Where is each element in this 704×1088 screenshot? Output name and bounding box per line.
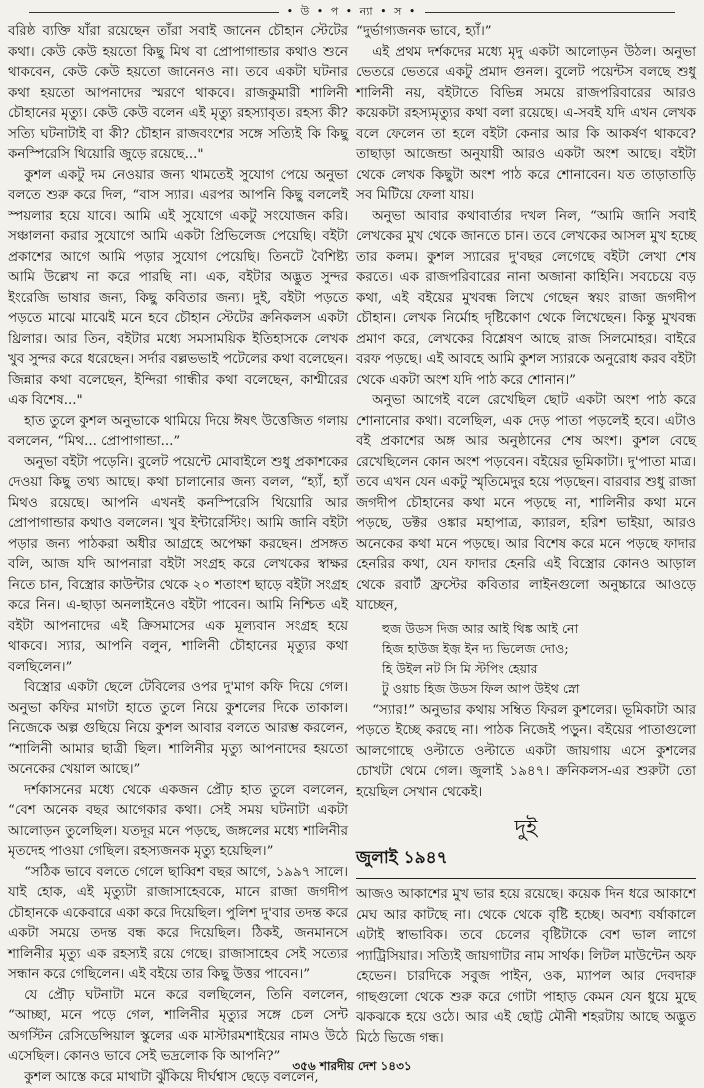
paragraph: কুশল একটু দম নেওয়ার জন্য থামতেই সুযোগ পেয়ে অনুভা বলতে শুরু করে দিল, “বাস স্যার। এরপর আপনি কিছু বললেই স্পয়লার হয়ে যাবে। আমি এই সুযোগে একটু সংযোজন করি। সঞ্চালনা করার সুযোগে আমি একটা প্রিভিলেজ পেয়েছি। বইটা প্রকাশের আগে আমি পড়ার সুযোগ পেয়েছি। তিনটে বৈশিষ্ট্য আমি উল্লেখ না করে পারছি না। এক, বইটার অদ্ভুত সুন্দর ইংরেজি ভাষার জন্য, কিছু কবিতার জন্য। দুই, বইটা পড়তে পড়তে মাঝে মাঝেই মনে হবে চৌহান স্টেটের ক্রনিকলস একটা থ্রিলার। আর তিন, বইটার মধ্যে সমসাময়িক ইতিহাসকে লেখক খুব সুন্দর করে ধরেছেন। সর্দার বল্লভভাই পটেলের কথা বলেছেন। জিন্নার কথা বলেছেন, ইন্দিরা গান্ধীর কথা বলেছেন, কাশ্মীরের এক বিশেষ..."	[8, 166, 348, 412]
running-title: • উ • প • ন্যা • স •	[279, 3, 426, 22]
paragraph: অনুভা বইটা পড়েনি। বুলেট পয়েন্টে মোবাইলে শুধু প্রকাশকের দেওয়া কিছু তথ্য আছে। কথা চালানোর জন্য বলল, “হ্যাঁ, হ্যাঁ মিথও রয়েছে। আপনি এখনই কনস্পিরেসি থিয়োরি আর প্রোপাগান্ডার কথাও বললেন। খুব ইন্টারেস্টিং। আমি জানি বইটা পড়ার জন্য পাঠকরা অধীর আগ্রহে অপেক্ষা করছেন। প্রসঙ্গত বলি, আজ যদি আপনারা বইটা সংগ্রহ করে লেখকের স্বাক্ষর নিতে চান, বিস্ত্রোর কাউন্টার থেকে ২০ শতাংশ ছাড়ে বইটা সংগ্রহ করে নিন। এ-ছাড়া অনলাইনেও বইটা পাবেন। আমি নিশ্চিত এই বইটা আপনাদের এই ক্রিসমাসের এক মূল্যবান সংগ্রহ হয়ে থাকবে। স্যার, আপনি বলুন, শালিনী চৌহানের মৃত্যুর কথা বলছিলেন।”	[8, 453, 348, 679]
poem-verse	[382, 619, 696, 699]
header-rule-right	[425, 12, 675, 13]
paragraph: আজও আকাশের মুখ ভার হয়ে রয়েছে। কয়েক দিন ধরে আকাশে মেঘ আর কাটছে না। থেকে থেকে বৃষ্টি হচ্ছে। অবশ্য বর্ষাকালে এটাই স্বাভাবিক। তবে চেলের বৃষ্টিটাকে বেশ ভাল লাগে প্যাট্রিসিয়ার। সত্যিই জায়গাটার নাম সার্থক। লিটল মাউন্টেন অফ হেভেন। চারদিকে সবুজ পাইন, ওক, ম্যাপল আর দেবদারু গাছগুলো থেকে শুরু করে গোটা পাহাড় কেমন যেন ধুয়ে মুছে ঝকঝকে হয়ে ওঠে। আর এই ছোট্ট মৌনী শহরটায় আছে অদ্ভুত মিঠে ভিজে গন্ধ।	[356, 885, 696, 1049]
paragraph: কুশল আস্তে করে মাথাটা ঝুঁকিয়ে দীর্ঘশ্বাস ছেড়ে বললেন,	[8, 1068, 348, 1088]
paragraph: বিস্ত্রোর একটা ছেলে টেবিলের ওপর দু'মাগ কফি দিয়ে গেল। অনুভা কফির মাগটা হাতে তুলে নিয়ে কুশলের দিকে তাকাল। নিজেকে অল্প গুছিয়ে নিয়ে কুশল আবার বলতে আরম্ভ করলেন, “শালিনী আমার ছাত্রী ছিল। শালিনীর মৃত্যু আপনাদের হয়তো অনেকের খেয়াল আছে।”	[8, 678, 348, 781]
running-header	[0, 2, 704, 22]
paragraph: “স্যার!” অনুভার কথায় সম্বিত ফিরল কুশলের। ভূমিকাটা আর পড়তে ইচ্ছে করছে না। পাঠক নিজেই পড়ুন। বইয়ের পাতাগুলো আলগোছে ওল্টাতে ওল্টাতে একটা জায়গায় এসে কুশলের চোখটা থেমে গেল। জুলাই ১৯৪৭। ক্রনিকলস-এর শুরুটা তো হয়েছিল সেখান থেকেই।	[356, 701, 696, 804]
section-divider	[356, 878, 696, 879]
verse-line: টু ওয়াচ হিজ উডস ফিল আপ উইথ স্নো	[382, 679, 696, 699]
verse-line: হি উইল নট সি মি স্টপিং হেয়ার	[382, 659, 696, 679]
paragraph: অনুভা আবার কথাবার্তার দখল নিল, “আমি জানি সবাই লেখকের মুখ থেকে জানতে চান। তবে লেখকের আসল মুখ হচ্ছে তার কলম। কুশল স্যারের দু'বছর লেগেছে বইটা লেখা শেষ করতে। এক রাজপরিবারের নানা অজানা কাহিনি। সবচেয়ে বড় কথা, এই বইয়ের মুখবন্ধ লিখে গেছেন স্বয়ং রাজা জগদীপ চৌহান। লেখক নির্মোহ দৃষ্টিকোণ থেকে লিখেছেন। কিন্তু মুখবন্ধ প্রমাণ করে, লেখকের বিশ্লেষণ আছে রাজ সিলমোহর। বাইরে বরফ পড়ছে। এই আবহে আমি কুশল স্যারকে অনুরোধ করব বইটা থেকে একটা অংশ যদি পাঠ করে শোনান।”	[356, 207, 696, 392]
paragraph: এই প্রথম দর্শকদের মধ্যে মৃদু একটা আলোড়ন উঠল। অনুভা ভেতরে ভেতরে একটু প্রমাদ গুনল। বুলেট পয়েন্টস বলছে শুধু শালিনী নয়, বইটাতে বিভিন্ন সময়ে রাজপরিবারের আরও কয়েকটা রহস্যমৃত্যুর কথা বলা রয়েছে। এ-সবই যদি এখন লেখক বলে ফেলেন তা হলে বইটা কেনার আর কি আকর্ষণ থাকবে? তাছাড়া আজেন্ডা অনুযায়ী আরও একটা অংশ আছে। বইটা থেকে লেখক কিছুটা অংশ পাঠ করে শোনাবেন। যত তাড়াতাড়ি সব মিটিয়ে ফেলা যায়।	[356, 43, 696, 207]
paragraph: হাত তুলে কুশল অনুভাকে থামিয়ে দিয়ে ঈষৎ উত্তেজিত গলায় বললেন, “মিথ... প্রোপাগান্ডা...”	[8, 412, 348, 453]
page-footer: ৩৫৬ শারদীয় দেশ ১৪৩১	[0, 1058, 704, 1078]
paragraph: যে প্রৌঢ় ঘটনাটা মনে করে বলছিলেন, তিনি বললেন, “আচ্ছা, মনে পড়ে গেল, শালিনীর মৃত্যুর সঙ্গে চেল সেন্ট অগস্টিন রেসিডেন্সিয়াল স্কুলের এক মাস্টারমশাইয়ের নামও উঠে এসেছিল। কোনও ভাবে সেই ভদ্রলোক কি আপনি?”	[8, 986, 348, 1068]
paragraph: বরিষ্ঠ ব্যক্তি যাঁরা রয়েছেন তাঁরা সবাই জানেন চৌহান স্টেটের কথা। কেউ কেউ হয়তো কিছু মিথ বা প্রোপাগান্ডার কথাও শুনে থাকবেন, কেউ কেউ হয়তো জানেনও না। তবে একটা ঘটনার কথা হয়তো আপনাদের স্মরণে থাকবে। রাজকুমারী শালিনী চৌহানের মৃত্যু। কেউ কেউ বলেন এই মৃত্যু রহস্যাবৃত। রহস্য কী? সত্যি ঘটনাটাই বা কী? চৌহান রাজবংশের সঙ্গে সত্যিই কি কিছু কনস্পিরেসি থিয়োরি জুড়ে রয়েছে..."	[8, 22, 348, 166]
paragraph: দর্শকাসনের মধ্যে থেকে একজন প্রৌঢ় হাত তুলে বললেন, “বেশ অনেক বছর আগেকার কথা। সেই সময় ঘটনাটা একটা আলোড়ন তুলেছিল। যতদূর মনে পড়ছে, জঙ্গলের মধ্যে শালিনীর মৃতদেহ পাওয়া গেছিল। রহস্যজনক মৃত্যু হয়েছিল।”	[8, 781, 348, 863]
paragraph: “সঠিক ভাবে বলতে গেলে ছাব্বিশ বছর আগে, ১৯৯৭ সালে। যাই হোক, এই মৃত্যুটা রাজাসাহেবকে, মানে রাজা জগদীপ চৌহানকে একেবারে একা করে দিয়েছিল। পুলিশ দু'বার তদন্ত করে একটা সময়ে তদন্ত বন্ধ করে দিয়েছিল। ঠিকই, জনমানসে শালিনীর মৃত্যু এক রহস্যই রয়ে গেছে। রাজাসাহেব সেই সত্যের সন্ধান করে গেছিলেন। এই বইয়ে তার কিছু উত্তর পাবেন।”	[8, 863, 348, 986]
verse-line: হিজ হাউজ ইজ় ইন দ্য ভিলেজ দোও;	[382, 639, 696, 659]
verse-line: হুজ উডস দিজ আর আই থিঙ্ক আই নো	[382, 619, 696, 639]
section-title: জুলাই ১৯৪৭	[356, 848, 696, 869]
paragraph: অনুভা আগেই বলে রেখেছিল ছোট একটা অংশ পাঠ করে শোনানোর কথা। বলেছিল, এক দেড় পাতা পড়লেই হবে। এটাও বই প্রকাশের অঙ্গ আর অনুষ্ঠানের শেষ অংশ। কুশল বেছে রেখেছিলেন কোন অংশ পড়বেন। বইয়ের ভূমিকাটা। দু'পাতা মাত্র। তবে এখন যেন একটু স্মৃতিমেদুর হয়ে পড়ছেন। বারবার শুধু রাজা জগদীপ চৌহানের কথা মনে পড়ছে না, শালিনীর কথা মনে পড়ছে, ডক্টর ওঙ্কার মহাপাত্র, ক্যারল, হরিশ ভাইয়া, আরও অনেকের কথা মনে পড়ছে। আর বিশেষ করে মনে পড়ছে ফাদার হেনরির কথা, যেন ফাদার হেনরি এই বিস্ত্রোর কোনও আড়াল থেকে রবার্ট ফ্রস্টের কবিতার লাইনগুলো অনুচ্চারে আওড়ে যাচ্ছেন,	[356, 391, 696, 617]
header-rule-left	[29, 12, 279, 13]
chapter-number: দুই	[356, 819, 696, 840]
right-column	[356, 22, 696, 1049]
left-column	[8, 22, 348, 1088]
paragraph: “দুর্ভাগ্যজনক ভাবে, হ্যাঁ।”	[356, 22, 696, 43]
